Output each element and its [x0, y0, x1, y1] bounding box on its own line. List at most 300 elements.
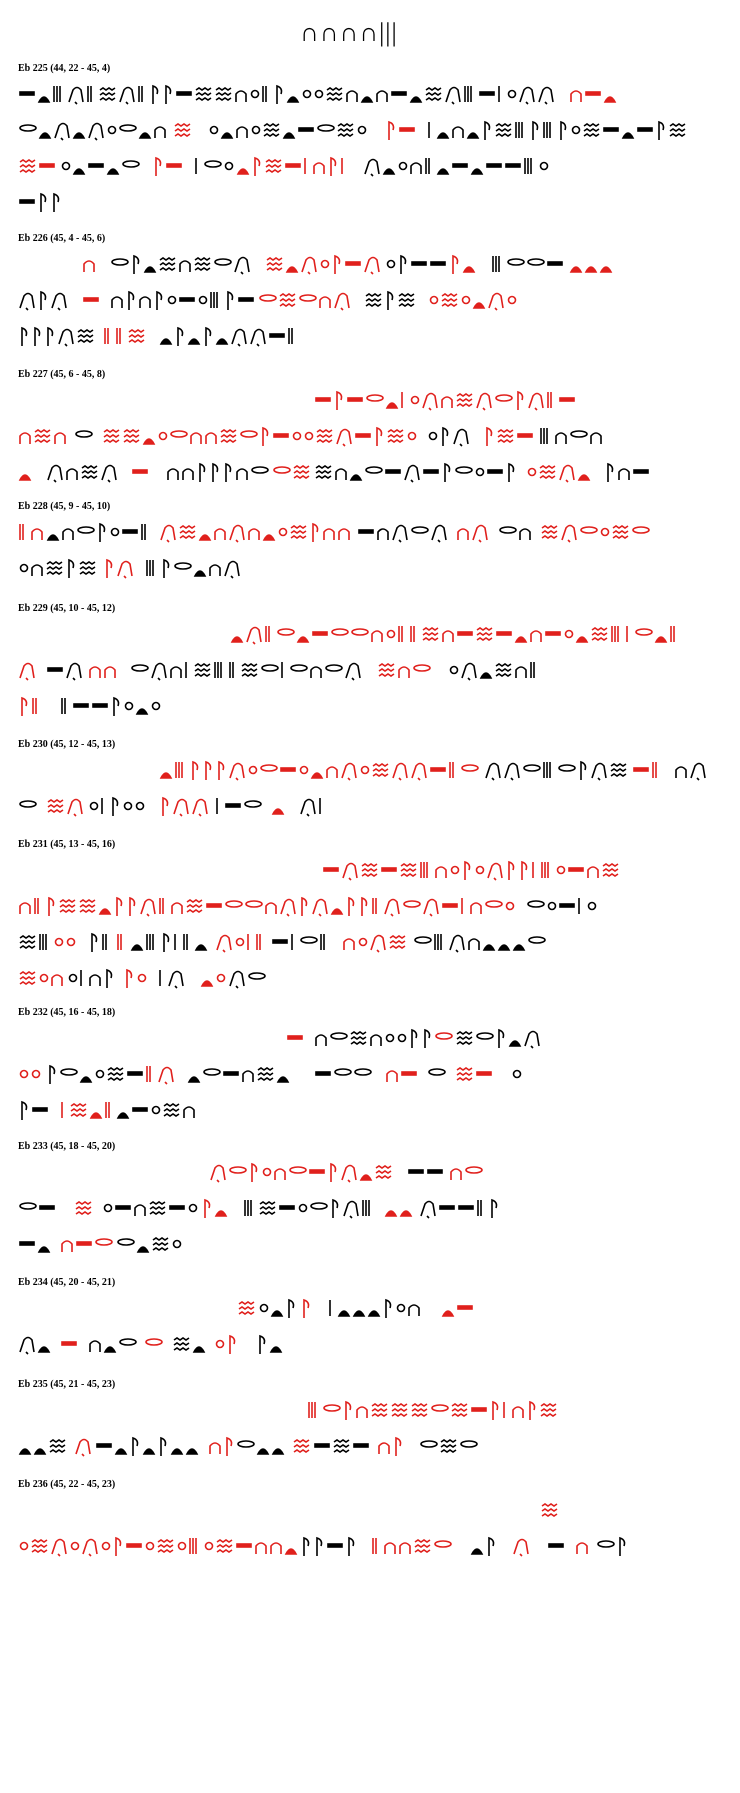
rubric-glyph-group — [131, 460, 166, 484]
rubric-glyph-group — [159, 794, 215, 818]
hieroglyph-glyphs — [540, 1498, 561, 1522]
hieroglyph-line — [18, 1232, 724, 1258]
rubric-glyph-group — [53, 930, 88, 954]
hieroglyph-glyphs — [498, 520, 540, 544]
hieroglyph-glyphs — [166, 460, 272, 484]
glyph-group — [455, 1026, 554, 1050]
hieroglyph-glyphs — [286, 1026, 314, 1050]
hieroglyph-glyphs — [272, 460, 314, 484]
hieroglyph-glyphs — [569, 252, 625, 276]
hieroglyph-glyphs — [18, 1332, 60, 1356]
glyph-group — [187, 1062, 300, 1086]
hieroglyph-glyphs — [299, 794, 341, 818]
hieroglyph-line — [18, 460, 724, 486]
rubric-glyph-group — [265, 252, 385, 276]
glyph-group — [314, 1026, 434, 1050]
hieroglyph-line — [18, 1332, 724, 1358]
rubric-glyph-group — [209, 1160, 407, 1184]
section-title: Eb 230 (45, 12 - 45, 13) — [18, 739, 116, 750]
hieroglyph-glyphs — [604, 460, 660, 484]
hieroglyph-glyphs — [18, 894, 526, 918]
hieroglyph-glyphs — [116, 930, 130, 954]
rubric-glyph-group — [103, 556, 145, 580]
hieroglyph-line — [18, 82, 724, 108]
hieroglyph-glyphs — [82, 288, 110, 312]
glyph-group — [674, 758, 709, 782]
glyph-group — [314, 1062, 385, 1086]
glyph-group — [67, 966, 123, 990]
hieroglyph-glyphs — [102, 1196, 201, 1220]
hieroglyph-glyphs — [18, 154, 60, 178]
hieroglyph-glyphs — [215, 930, 271, 954]
hieroglyph-glyphs — [18, 794, 46, 818]
hieroglyph-glyphs — [145, 556, 244, 580]
rubric-glyph-group — [46, 794, 88, 818]
rubric-glyph-group — [377, 1434, 419, 1458]
rubric-glyph-group — [385, 118, 427, 142]
hieroglyph-line — [18, 658, 724, 684]
hieroglyph-line — [18, 424, 724, 450]
hieroglyph-glyphs — [300, 388, 314, 412]
hieroglyph-line — [18, 1296, 724, 1322]
hieroglyph-glyphs — [18, 82, 569, 106]
hieroglyph-line — [18, 794, 724, 820]
hieroglyph-glyphs — [194, 154, 236, 178]
text-section-eb227 — [18, 368, 724, 496]
hieroglyph-glyphs — [456, 520, 498, 544]
hieroglyph-glyphs — [130, 930, 215, 954]
hieroglyph-glyphs — [632, 758, 674, 782]
glyph-group — [172, 1332, 214, 1356]
rubric-glyph-group — [385, 1062, 427, 1086]
glyph-group — [300, 1534, 371, 1558]
rubric-glyph-group — [60, 1332, 88, 1356]
glyph-group — [18, 794, 46, 818]
text-section-eb231 — [18, 838, 724, 1002]
hieroglyph-glyphs — [427, 118, 688, 142]
rubric-glyph-group — [272, 460, 314, 484]
glyph-group — [159, 324, 300, 348]
hieroglyph-glyphs — [60, 1332, 88, 1356]
hieroglyph-line — [18, 288, 724, 314]
hieroglyph-glyphs — [88, 794, 159, 818]
hieroglyph-line — [18, 758, 724, 784]
glyph-group — [215, 794, 271, 818]
rubric-glyph-group — [103, 324, 159, 348]
hieroglyph-glyphs — [455, 1062, 511, 1086]
rubric-glyph-group — [292, 1434, 313, 1458]
hieroglyph-glyphs — [18, 118, 173, 142]
glyph-group — [18, 82, 569, 106]
hieroglyph-glyphs — [88, 930, 116, 954]
hieroglyph-line — [18, 1534, 724, 1560]
hieroglyph-line — [18, 1398, 724, 1424]
glyph-group — [236, 1434, 292, 1458]
hieroglyph-glyphs — [200, 966, 228, 990]
rubric-glyph-group — [314, 388, 582, 412]
hieroglyph-glyphs — [159, 324, 300, 348]
glyph-group — [18, 118, 173, 142]
rubric-glyph-group — [208, 1434, 236, 1458]
hieroglyph-glyphs — [46, 520, 159, 544]
text-section-eb233 — [18, 1140, 724, 1268]
hieroglyph-glyphs — [314, 1026, 434, 1050]
hieroglyph-glyphs — [187, 1062, 300, 1086]
hieroglyph-glyphs — [159, 758, 484, 782]
hieroglyph-glyphs — [18, 190, 67, 214]
hieroglyph-glyphs — [314, 388, 582, 412]
glyph-group — [427, 1062, 455, 1086]
hieroglyph-glyphs — [371, 1534, 470, 1558]
glyph-group — [130, 930, 215, 954]
hieroglyph-glyphs — [159, 520, 357, 544]
rubric-glyph-group — [455, 1062, 511, 1086]
text-section-eb229 — [18, 602, 724, 730]
hieroglyph-glyphs — [258, 288, 364, 312]
hieroglyph-glyphs — [243, 1196, 384, 1220]
hieroglyph-line — [18, 556, 724, 582]
glyph-group — [194, 154, 236, 178]
hieroglyph-glyphs — [342, 930, 413, 954]
hieroglyph-glyphs — [385, 118, 427, 142]
glyph-group — [407, 1160, 449, 1184]
hieroglyph-glyphs — [60, 1232, 116, 1256]
glyph-group — [413, 930, 554, 954]
text-section-eb228 — [18, 500, 724, 592]
glyph-group — [539, 424, 610, 448]
rubric-glyph-group — [441, 1296, 483, 1320]
hieroglyph-line — [18, 858, 724, 884]
hieroglyph-glyphs — [512, 1534, 547, 1558]
glyph-group — [18, 190, 67, 214]
hieroglyph-glyphs — [441, 1296, 483, 1320]
hieroglyph-glyphs — [60, 154, 152, 178]
section-title: Eb 232 (45, 16 - 45, 18) — [18, 1007, 116, 1018]
glyph-group — [427, 424, 483, 448]
glyph-group — [18, 1434, 74, 1458]
hieroglyph-line — [18, 520, 724, 546]
hieroglyph-glyphs — [18, 694, 60, 718]
hieroglyph-glyphs — [384, 1196, 419, 1220]
hieroglyph-glyphs — [18, 288, 82, 312]
rubric-glyph-group — [569, 82, 618, 106]
hieroglyph-glyphs — [271, 794, 299, 818]
rubric-glyph-group — [82, 288, 110, 312]
hieroglyph-glyphs — [60, 694, 166, 718]
section-title: Eb 227 (45, 6 - 45, 8) — [18, 369, 106, 380]
rubric-glyph-group — [483, 424, 539, 448]
glyph-group — [60, 694, 166, 718]
glyph-group — [258, 1296, 300, 1320]
hieroglyph-glyphs — [46, 794, 88, 818]
rubric-glyph-group — [322, 858, 626, 882]
rubric-glyph-group — [434, 1026, 455, 1050]
glyph-group — [46, 520, 159, 544]
glyph-group — [385, 252, 449, 276]
glyph-group — [110, 252, 265, 276]
hieroglyph-glyphs — [596, 1534, 638, 1558]
hieroglyph-glyphs — [265, 252, 385, 276]
hieroglyph-glyphs — [575, 1534, 596, 1558]
hieroglyph-glyphs — [236, 154, 363, 178]
hieroglyph-glyphs — [102, 424, 427, 448]
hieroglyph-glyphs — [103, 324, 159, 348]
glyph-group — [18, 556, 103, 580]
section-title: Eb 233 (45, 18 - 45, 20) — [18, 1141, 116, 1152]
hieroglyph-glyphs — [569, 82, 618, 106]
glyph-group — [46, 658, 88, 682]
section-title: Eb 225 (44, 22 - 45, 4) — [18, 63, 111, 74]
rubric-glyph-group — [18, 1062, 46, 1086]
rubric-glyph-group — [18, 966, 67, 990]
hieroglyph-glyphs — [314, 460, 526, 484]
glyph-group — [110, 288, 258, 312]
glyph-group — [130, 658, 377, 682]
rubric-glyph-group — [82, 252, 110, 276]
hieroglyph-glyphs — [413, 930, 554, 954]
hieroglyph-glyphs — [145, 1062, 187, 1086]
hieroglyph-glyphs — [385, 1062, 427, 1086]
hieroglyph-glyphs — [116, 1232, 201, 1256]
hieroglyph-glyphs — [88, 1332, 144, 1356]
glyph-group — [18, 1232, 60, 1256]
hieroglyph-glyphs — [511, 1062, 539, 1086]
text-section-eb232 — [18, 1006, 724, 1134]
hieroglyph-glyphs — [18, 1434, 74, 1458]
hieroglyph-glyphs — [18, 556, 103, 580]
page-number-glyphs: ∩∩∩∩||| — [300, 18, 398, 47]
hieroglyph-glyphs — [427, 1062, 455, 1086]
glyph-group — [547, 1534, 575, 1558]
hieroglyph-glyphs — [484, 758, 632, 782]
glyph-group — [313, 1434, 377, 1458]
glyph-group — [88, 794, 159, 818]
hieroglyph-line — [18, 1062, 724, 1088]
glyph-group — [511, 1062, 539, 1086]
hieroglyph-line — [18, 324, 724, 350]
glyph-group — [271, 930, 342, 954]
hieroglyph-glyphs — [208, 118, 385, 142]
rubric-glyph-group — [214, 1332, 256, 1356]
hieroglyph-line — [18, 118, 724, 144]
glyph-group — [18, 288, 82, 312]
hieroglyph-glyphs — [18, 930, 53, 954]
hieroglyph-line — [18, 1498, 724, 1524]
glyph-group — [166, 460, 272, 484]
glyph-group — [470, 1534, 512, 1558]
rubric-glyph-group — [123, 966, 158, 990]
hieroglyph-glyphs — [236, 1434, 292, 1458]
hieroglyph-glyphs — [82, 252, 110, 276]
glyph-group — [419, 1196, 518, 1220]
rubric-glyph-group — [236, 154, 363, 178]
rubric-glyph-group — [286, 1026, 314, 1050]
hieroglyph-glyphs — [74, 1196, 102, 1220]
hieroglyph-glyphs — [144, 1332, 172, 1356]
section-title: Eb 226 (45, 4 - 45, 6) — [18, 233, 106, 244]
rubric-glyph-group — [384, 1196, 419, 1220]
glyph-group — [596, 1534, 638, 1558]
hieroglyph-glyphs — [74, 424, 102, 448]
hieroglyph-glyphs — [357, 520, 456, 544]
hieroglyph-glyphs — [674, 758, 709, 782]
rubric-glyph-group — [102, 424, 427, 448]
hieroglyph-glyphs — [258, 1296, 300, 1320]
hieroglyph-glyphs — [60, 1098, 116, 1122]
glyph-group — [357, 520, 456, 544]
rubric-glyph-group — [173, 118, 208, 142]
hieroglyph-glyphs — [158, 966, 200, 990]
rubric-glyph-group — [145, 1062, 187, 1086]
hieroglyph-line — [18, 930, 724, 956]
glyph-group — [484, 758, 632, 782]
glyph-group — [526, 894, 611, 918]
section-title: Eb 235 (45, 21 - 45, 23) — [18, 1379, 116, 1390]
hieroglyph-glyphs — [300, 1534, 371, 1558]
hieroglyph-glyphs — [322, 858, 626, 882]
rubric-glyph-group — [237, 1296, 258, 1320]
text-section-eb226 — [18, 232, 724, 360]
rubric-glyph-group — [88, 658, 130, 682]
glyph-group — [491, 252, 569, 276]
hieroglyph-glyphs — [18, 1098, 60, 1122]
hieroglyph-glyphs — [110, 252, 265, 276]
hieroglyph-glyphs — [427, 424, 483, 448]
hieroglyph-glyphs — [419, 1434, 490, 1458]
glyph-group — [88, 930, 116, 954]
rubric-glyph-group — [307, 1398, 575, 1422]
glyph-group — [18, 1332, 60, 1356]
rubric-glyph-group — [569, 252, 625, 276]
hieroglyph-glyphs — [292, 1434, 313, 1458]
hieroglyph-glyphs — [428, 288, 534, 312]
hieroglyph-glyphs — [364, 288, 428, 312]
rubric-glyph-group — [200, 966, 228, 990]
rubric-glyph-group — [116, 930, 130, 954]
glyph-group — [102, 1196, 201, 1220]
hieroglyph-glyphs — [152, 154, 194, 178]
rubric-glyph-group — [144, 1332, 172, 1356]
hieroglyph-line — [18, 1098, 724, 1124]
hieroglyph-glyphs — [377, 1434, 419, 1458]
rubric-glyph-group — [540, 1498, 561, 1522]
rubric-glyph-group — [74, 1196, 102, 1220]
rubric-glyph-group — [258, 288, 364, 312]
hieroglyph-line — [18, 252, 724, 278]
rubric-glyph-group — [18, 154, 60, 178]
hieroglyph-glyphs — [88, 658, 130, 682]
glyph-group — [364, 288, 428, 312]
hieroglyph-glyphs — [46, 658, 88, 682]
glyph-group — [243, 1196, 384, 1220]
rubric-glyph-group — [74, 1434, 95, 1458]
hieroglyph-glyphs — [377, 658, 448, 682]
hieroglyph-glyphs — [173, 118, 208, 142]
hieroglyph-glyphs — [123, 966, 158, 990]
rubric-glyph-group — [18, 1534, 300, 1558]
glyph-group — [46, 460, 131, 484]
hieroglyph-glyphs — [110, 288, 258, 312]
glyph-group — [88, 1332, 144, 1356]
rubric-glyph-group — [201, 1196, 243, 1220]
hieroglyph-glyphs — [215, 794, 271, 818]
hieroglyph-glyphs — [539, 424, 610, 448]
hieroglyph-glyphs — [455, 1026, 554, 1050]
rubric-glyph-group — [449, 252, 491, 276]
rubric-glyph-group — [300, 1062, 314, 1086]
hieroglyph-glyphs — [526, 894, 611, 918]
rubric-glyph-group — [449, 1160, 491, 1184]
section-title: Eb 229 (45, 10 - 45, 12) — [18, 603, 116, 614]
glyph-group — [208, 118, 385, 142]
section-title: Eb 231 (45, 13 - 45, 16) — [18, 839, 116, 850]
glyph-group — [328, 1296, 441, 1320]
rubric-glyph-group — [512, 1534, 547, 1558]
hieroglyph-line — [18, 1026, 724, 1052]
hieroglyph-glyphs — [172, 1332, 214, 1356]
text-section-eb236 — [18, 1478, 724, 1570]
rubric-glyph-group — [60, 1232, 116, 1256]
hieroglyph-glyphs — [18, 1196, 74, 1220]
hieroglyph-glyphs — [18, 658, 46, 682]
text-section-eb225 — [18, 62, 724, 226]
hieroglyph-glyphs — [214, 1332, 256, 1356]
glyph-group — [145, 556, 244, 580]
glyph-group — [18, 1196, 74, 1220]
hieroglyph-glyphs — [237, 1296, 258, 1320]
rubric-glyph-group — [342, 930, 413, 954]
hieroglyph-glyphs — [307, 1398, 575, 1422]
glyph-group — [18, 1098, 60, 1122]
section-title: Eb 228 (45, 9 - 45, 10) — [18, 501, 111, 512]
rubric-glyph-group — [18, 520, 46, 544]
rubric-glyph-group — [18, 894, 526, 918]
hieroglyph-glyphs — [18, 966, 67, 990]
glyph-group — [116, 1098, 201, 1122]
glyph-group — [46, 1062, 145, 1086]
hieroglyph-glyphs — [419, 1196, 518, 1220]
hieroglyph-glyphs — [300, 1296, 328, 1320]
hieroglyph-line — [18, 154, 724, 180]
rubric-glyph-group — [575, 1534, 596, 1558]
rubric-glyph-group — [18, 694, 60, 718]
hieroglyph-glyphs — [300, 1062, 314, 1086]
hieroglyph-glyphs — [67, 966, 123, 990]
glyph-group — [419, 1434, 490, 1458]
hieroglyph-glyphs — [46, 1062, 145, 1086]
rubric-glyph-group — [215, 930, 271, 954]
hieroglyph-glyphs — [53, 930, 88, 954]
rubric-glyph-group — [230, 622, 682, 646]
hieroglyph-glyphs — [18, 1062, 46, 1086]
hieroglyph-glyphs — [540, 520, 653, 544]
hieroglyph-glyphs — [18, 424, 74, 448]
glyph-group — [604, 460, 660, 484]
glyph-group — [498, 520, 540, 544]
hieroglyph-glyphs — [131, 460, 166, 484]
hieroglyph-glyphs — [18, 520, 46, 544]
rubric-glyph-group — [159, 758, 484, 782]
hieroglyph-glyphs — [448, 658, 547, 682]
rubric-glyph-group — [377, 658, 448, 682]
rubric-glyph-group — [526, 460, 604, 484]
text-section-eb234 — [18, 1276, 724, 1368]
glyph-group — [60, 154, 152, 178]
section-title: Eb 236 (45, 22 - 45, 23) — [18, 1479, 116, 1490]
rubric-glyph-group — [18, 658, 46, 682]
rubric-glyph-group — [428, 288, 534, 312]
rubric-glyph-group — [540, 520, 653, 544]
